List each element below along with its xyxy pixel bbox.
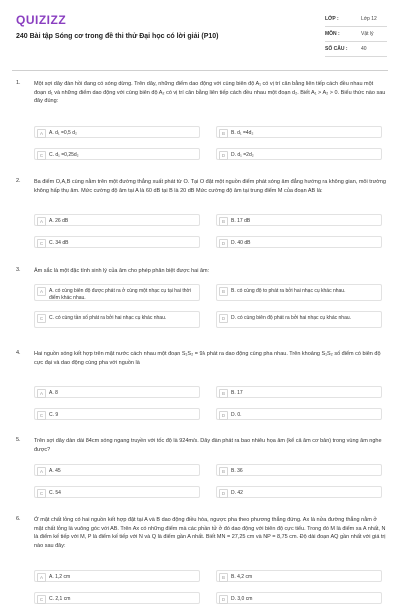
- meta-key: LỚP :: [325, 16, 339, 22]
- option-b[interactable]: [216, 570, 382, 582]
- option-text: D. 40 dB: [231, 240, 251, 246]
- meta-key: MÔN :: [325, 31, 340, 37]
- option-text: B. 17 dB: [231, 218, 251, 224]
- option-text: B. d₁ =4d₂: [231, 130, 254, 136]
- option-text: C. 2,1 cm: [49, 596, 71, 602]
- question-number: 2.: [16, 178, 21, 184]
- option-b[interactable]: [216, 284, 382, 301]
- option-text: D. có cùng biên độ phát ra bởi hai nhạc cụ khác nhau.: [231, 315, 352, 321]
- option-c[interactable]: [34, 592, 200, 604]
- meta-value: Vật lý: [361, 31, 374, 37]
- option-badge: B: [219, 467, 228, 476]
- option-d[interactable]: [216, 592, 382, 604]
- option-text: C. 9: [49, 412, 59, 418]
- option-text: B. 17: [231, 390, 243, 396]
- worksheet-title: 240 Bài tập Sóng cơ trong đề thi thử Đại học có lời giải (P10): [16, 33, 219, 40]
- option-badge: B: [219, 287, 228, 296]
- option-a[interactable]: [34, 464, 200, 476]
- question-number: 5.: [16, 437, 21, 443]
- question-text: Trên sợi dây dàn dài 84cm sóng ngang truyền với tốc độ là 924m/s. Dây đàn phát ra bao nhiêu họa âm (kể cả âm cơ bản) trong vùng âm nghe được?: [34, 438, 382, 453]
- option-c[interactable]: [34, 236, 200, 248]
- meta-value: 40: [361, 46, 367, 52]
- question-number: 3.: [16, 267, 21, 273]
- option-badge: A: [37, 573, 46, 582]
- option-text: C. có cùng tần số phát ra bởi hai nhạc cụ khác nhau.: [49, 315, 167, 321]
- question-text: Âm sắc là một đặc tính sinh lý của âm cho phép phân biệt được hai âm:: [34, 268, 210, 274]
- option-text: A. có cùng biên độ được phát ra ở cùng một nhạc cụ tại hai thời điểm khác nhau.: [49, 288, 191, 301]
- option-text: B. 4,2 cm: [231, 574, 253, 580]
- worksheet-header: [0, 0, 400, 64]
- option-text: D. 3,0 cm: [231, 596, 253, 602]
- option-badge: A: [37, 389, 46, 398]
- question-text: Ba điểm O,A,B cùng nằm trên một đường thẳng xuất phát từ O. Tại O đặt một nguồn điểm phát sóng âm đẳng hướng ra không gian, môi trường không hấp thụ âm. Mức cường độ âm tại A là 60 dB tại B là 20 dB Mức cường độ âm tại trung điểm M của đoạn AB là:: [34, 179, 386, 194]
- option-c[interactable]: [34, 408, 200, 420]
- question-number: 4.: [16, 350, 21, 356]
- option-text: A. d₁ =0,5 d₂: [49, 130, 77, 136]
- meta-key: SỐ CÂU :: [325, 46, 348, 52]
- header-divider: [12, 70, 388, 71]
- option-badge: C: [37, 239, 46, 248]
- option-text: A. 26 dB: [49, 218, 69, 224]
- option-a[interactable]: [34, 386, 200, 398]
- meta-row-count: [325, 42, 387, 57]
- option-text: A. 45: [49, 468, 61, 474]
- meta-row-subject: [325, 27, 387, 42]
- option-badge: D: [219, 411, 228, 420]
- option-badge: B: [219, 389, 228, 398]
- option-badge: D: [219, 239, 228, 248]
- option-text: D. d₁ =2d₂: [231, 152, 254, 158]
- option-b[interactable]: [216, 464, 382, 476]
- meta-value: Lớp 12: [361, 16, 377, 22]
- question-text: Hai nguồn sóng kết hợp trên mặt nước cách nhau một đoạn S₁S₂ = 9λ phát ra dao động cùng pha nhau. Trên khoảng S₁S₂ số điểm có biên độ cực đại và dao động cùng pha với nguồn là: [34, 351, 381, 366]
- option-b[interactable]: [216, 126, 382, 138]
- option-text: C. d₁ =0,25d₂: [49, 152, 79, 158]
- option-badge: D: [219, 595, 228, 604]
- question-number: 6.: [16, 516, 21, 522]
- option-d[interactable]: [216, 236, 382, 248]
- option-badge: C: [37, 595, 46, 604]
- option-a[interactable]: [34, 570, 200, 582]
- meta-row-class: [325, 12, 387, 27]
- option-text: B. có cùng độ to phát ra bởi hai nhạc cụ khác nhau.: [231, 288, 346, 294]
- worksheet-meta: [325, 12, 387, 57]
- option-text: C. 34 dB: [49, 240, 69, 246]
- option-c[interactable]: [34, 486, 200, 498]
- option-b[interactable]: [216, 386, 382, 398]
- option-badge: B: [219, 129, 228, 138]
- option-badge: D: [219, 314, 228, 323]
- option-badge: C: [37, 314, 46, 323]
- option-b[interactable]: [216, 214, 382, 226]
- question-text: Ở mặt chất lỏng có hai nguồn kết hợp đặt tại A và B dao động điều hòa, ngược pha theo phương thẳng đứng. Ax là nửa đường thẳng nằm ở mặt chất lỏng là vuông góc với AB. Trên Ax có những điểm mà các phần tử ở đó dao động với biên độ cực tiểu. Trong đó M là điểm xa A nhất, N là điểm kế tiếp với M, P là điểm kế tiếp với N và Q là điểm gần A nhất. Biết MN = 27,25 cm và NP = 8,75 cm. Độ dài đoạn AQ gần nhất với giá trị nào sau đây:: [34, 517, 386, 549]
- option-badge: A: [37, 287, 46, 296]
- option-text: B. 36: [231, 468, 243, 474]
- option-badge: A: [37, 467, 46, 476]
- option-text: D. 42: [231, 490, 243, 496]
- option-badge: B: [219, 217, 228, 226]
- option-a[interactable]: [34, 284, 200, 301]
- quizizz-logo: QUIZIZZ: [16, 13, 67, 27]
- option-badge: D: [219, 151, 228, 160]
- option-badge: C: [37, 489, 46, 498]
- option-d[interactable]: [216, 148, 382, 160]
- option-a[interactable]: [34, 214, 200, 226]
- option-d[interactable]: [216, 486, 382, 498]
- option-c[interactable]: [34, 311, 200, 328]
- option-text: C. 54: [49, 490, 61, 496]
- option-text: D. 0.: [231, 412, 242, 418]
- option-badge: A: [37, 129, 46, 138]
- option-text: A. 8: [49, 390, 58, 396]
- option-d[interactable]: [216, 408, 382, 420]
- option-a[interactable]: [34, 126, 200, 138]
- option-c[interactable]: [34, 148, 200, 160]
- option-badge: C: [37, 151, 46, 160]
- option-badge: A: [37, 217, 46, 226]
- option-badge: B: [219, 573, 228, 582]
- option-d[interactable]: [216, 311, 382, 328]
- question-text: Một sợi dây đàn hồi đang có sóng dừng. Trên dây, những điểm dao động với cùng biên độ A₁ có vị trí cân bằng liên tiếp cách đều nhau một đoạn d₁ và những điểm dao động với cùng biên độ A₂ có vị trí cân bằng liên tiếp cách đều nhau một đoạn d₂. Biết A₁ > A₂ > 0. Biểu thức nào sau đây đúng:: [34, 81, 386, 104]
- question-number: 1.: [16, 80, 21, 86]
- option-text: A. 1,2 cm: [49, 574, 71, 580]
- option-badge: D: [219, 489, 228, 498]
- option-badge: C: [37, 411, 46, 420]
